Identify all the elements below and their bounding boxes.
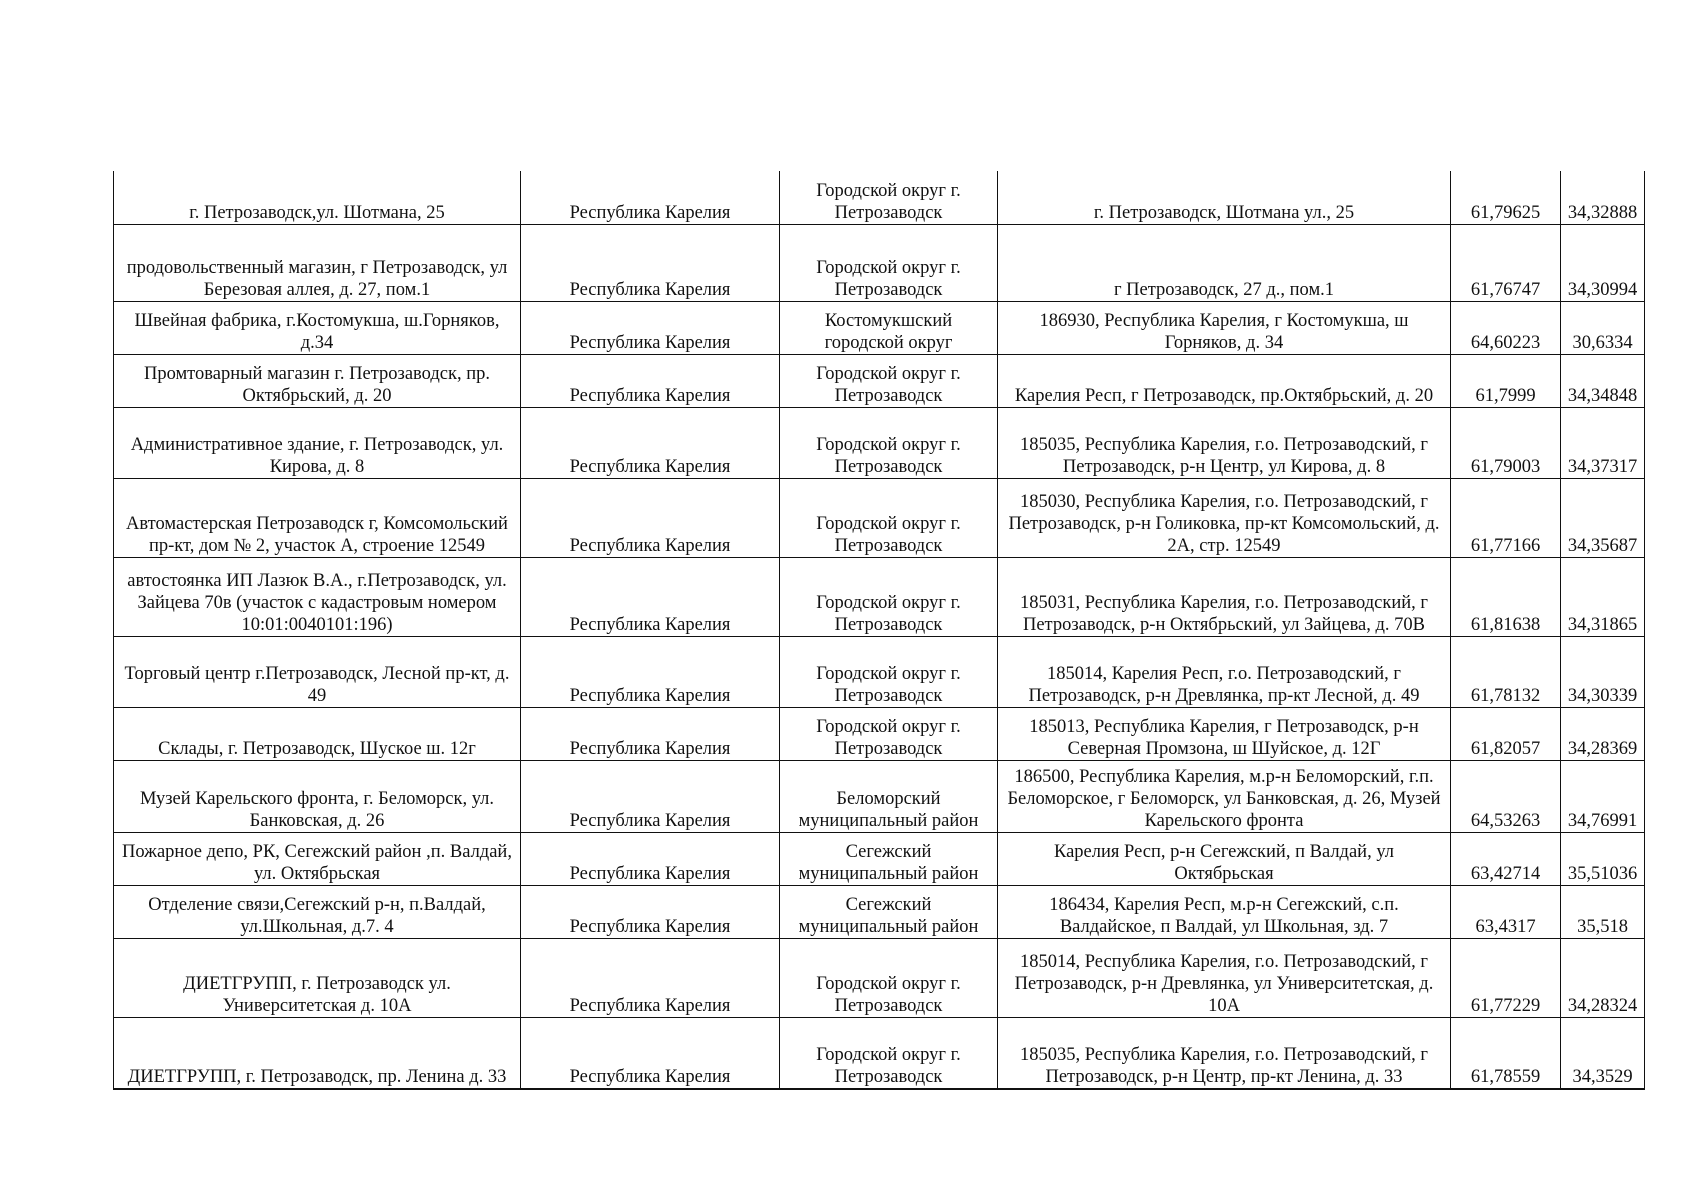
latitude-cell: 64,60223	[1451, 302, 1561, 355]
object-cell: Швейная фабрика, г.Костомукша, ш.Горняков, д.34	[114, 302, 521, 355]
region-cell: Республика Карелия	[521, 408, 780, 479]
object-cell: ДИЕТГРУПП, г. Петрозаводск, пр. Ленина д. 33	[114, 1018, 521, 1090]
municipality-cell: Городской округ г. Петрозаводск	[780, 408, 998, 479]
object-cell: продовольственный магазин, г Петрозаводск, ул Березовая аллея, д. 27, пом.1	[114, 225, 521, 302]
table-row	[114, 1018, 1645, 1090]
longitude-cell: 34,31865	[1561, 558, 1645, 637]
object-cell: Музей Карельского фронта, г. Беломорск, ул. Банковская, д. 26	[114, 761, 521, 833]
latitude-cell: 64,53263	[1451, 761, 1561, 833]
municipality-cell: Сегежский муниципальный район	[780, 886, 998, 939]
address-cell: Карелия Респ, р-н Сегежский, п Валдай, ул Октябрьская	[998, 833, 1451, 886]
longitude-cell: 35,518	[1561, 886, 1645, 939]
longitude-cell: 34,32888	[1561, 171, 1645, 225]
longitude-cell: 34,28369	[1561, 708, 1645, 761]
object-cell: Отделение связи,Сегежский р-н, п.Валдай, ул.Школьная, д.7. 4	[114, 886, 521, 939]
address-cell: Карелия Респ, г Петрозаводск, пр.Октябрьский, д. 20	[998, 355, 1451, 408]
longitude-cell: 34,30339	[1561, 637, 1645, 708]
table-row	[114, 479, 1645, 558]
municipality-cell: Городской округ г. Петрозаводск	[780, 171, 998, 225]
region-cell: Республика Карелия	[521, 637, 780, 708]
region-cell: Республика Карелия	[521, 355, 780, 408]
municipality-cell: Городской округ г. Петрозаводск	[780, 225, 998, 302]
municipality-cell: Костомукшский городской округ	[780, 302, 998, 355]
table-row	[114, 833, 1645, 886]
table-row	[114, 637, 1645, 708]
longitude-cell: 34,3529	[1561, 1018, 1645, 1090]
region-cell: Республика Карелия	[521, 558, 780, 637]
address-cell: 186500, Республика Карелия, м.р-н Беломорский, г.п. Беломорское, г Беломорск, ул Банковская, д. 26, Музей Карельского фронта	[998, 761, 1451, 833]
address-cell: 185030, Республика Карелия, г.о. Петрозаводский, г Петрозаводск, р-н Голиковка, пр-кт Комсомольский, д. 2А, стр. 12549	[998, 479, 1451, 558]
address-cell: 185014, Республика Карелия, г.о. Петрозаводский, г Петрозаводск, р-н Древлянка, ул Университетская, д. 10А	[998, 939, 1451, 1018]
address-cell: г. Петрозаводск, Шотмана ул., 25	[998, 171, 1451, 225]
table-row	[114, 408, 1645, 479]
object-cell: Административное здание, г. Петрозаводск, ул. Кирова, д. 8	[114, 408, 521, 479]
region-cell: Республика Карелия	[521, 479, 780, 558]
region-cell: Республика Карелия	[521, 302, 780, 355]
object-cell: Пожарное депо, РК, Сегежский район ,п. Валдай, ул. Октябрьская	[114, 833, 521, 886]
municipality-cell: Городской округ г. Петрозаводск	[780, 1018, 998, 1090]
municipality-cell: Городской округ г. Петрозаводск	[780, 355, 998, 408]
longitude-cell: 34,30994	[1561, 225, 1645, 302]
latitude-cell: 61,7999	[1451, 355, 1561, 408]
longitude-cell: 34,34848	[1561, 355, 1645, 408]
region-cell: Республика Карелия	[521, 1018, 780, 1090]
latitude-cell: 61,79003	[1451, 408, 1561, 479]
table-row	[114, 708, 1645, 761]
table-row	[114, 302, 1645, 355]
region-cell: Республика Карелия	[521, 708, 780, 761]
municipality-cell: Беломорский муниципальный район	[780, 761, 998, 833]
latitude-cell: 61,76747	[1451, 225, 1561, 302]
address-cell: 186930, Республика Карелия, г Костомукша, ш Горняков, д. 34	[998, 302, 1451, 355]
address-cell: 185013, Республика Карелия, г Петрозаводск, р-н Северная Промзона, ш Шуйское, д. 12Г	[998, 708, 1451, 761]
object-cell: автостоянка ИП Лазюк В.А., г.Петрозаводск, ул. Зайцева 70в (участок с кадастровым номером 10:01:0040101:196)	[114, 558, 521, 637]
address-cell: 185014, Карелия Респ, г.о. Петрозаводский, г Петрозаводск, р-н Древлянка, пр-кт Лесной, д. 49	[998, 637, 1451, 708]
object-cell: г. Петрозаводск,ул. Шотмана, 25	[114, 171, 521, 225]
region-cell: Республика Карелия	[521, 939, 780, 1018]
objects-table	[113, 171, 1645, 1090]
latitude-cell: 63,42714	[1451, 833, 1561, 886]
object-cell: Торговый центр г.Петрозаводск, Лесной пр-кт, д. 49	[114, 637, 521, 708]
latitude-cell: 61,77229	[1451, 939, 1561, 1018]
table-row	[114, 558, 1645, 637]
latitude-cell: 63,4317	[1451, 886, 1561, 939]
table-row	[114, 225, 1645, 302]
longitude-cell: 34,35687	[1561, 479, 1645, 558]
municipality-cell: Городской округ г. Петрозаводск	[780, 939, 998, 1018]
municipality-cell: Городской округ г. Петрозаводск	[780, 558, 998, 637]
region-cell: Республика Карелия	[521, 225, 780, 302]
municipality-cell: Городской округ г. Петрозаводск	[780, 479, 998, 558]
table-row	[114, 886, 1645, 939]
table-row	[114, 939, 1645, 1018]
object-cell: ДИЕТГРУПП, г. Петрозаводск ул. Университетская д. 10А	[114, 939, 521, 1018]
longitude-cell: 35,51036	[1561, 833, 1645, 886]
municipality-cell: Сегежский муниципальный район	[780, 833, 998, 886]
longitude-cell: 34,28324	[1561, 939, 1645, 1018]
region-cell: Республика Карелия	[521, 833, 780, 886]
table-row	[114, 761, 1645, 833]
object-cell: Склады, г. Петрозаводск, Шуское ш. 12г	[114, 708, 521, 761]
longitude-cell: 30,6334	[1561, 302, 1645, 355]
address-cell: 185031, Республика Карелия, г.о. Петрозаводский, г Петрозаводск, р-н Октябрьский, ул Зайцева, д. 70В	[998, 558, 1451, 637]
latitude-cell: 61,82057	[1451, 708, 1561, 761]
municipality-cell: Городской округ г. Петрозаводск	[780, 637, 998, 708]
object-cell: Промтоварный магазин г. Петрозаводск, пр. Октябрьский, д. 20	[114, 355, 521, 408]
latitude-cell: 61,78132	[1451, 637, 1561, 708]
latitude-cell: 61,81638	[1451, 558, 1561, 637]
municipality-cell: Городской округ г. Петрозаводск	[780, 708, 998, 761]
address-cell: 186434, Карелия Респ, м.р-н Сегежский, с.п. Валдайское, п Валдай, ул Школьная, зд. 7	[998, 886, 1451, 939]
address-cell: г Петрозаводск, 27 д., пом.1	[998, 225, 1451, 302]
object-cell: Автомастерская Петрозаводск г, Комсомольский пр-кт, дом № 2, участок А, строение 12549	[114, 479, 521, 558]
latitude-cell: 61,78559	[1451, 1018, 1561, 1090]
latitude-cell: 61,79625	[1451, 171, 1561, 225]
region-cell: Республика Карелия	[521, 886, 780, 939]
address-cell: 185035, Республика Карелия, г.о. Петрозаводский, г Петрозаводск, р-н Центр, пр-кт Ленина, д. 33	[998, 1018, 1451, 1090]
address-cell: 185035, Республика Карелия, г.о. Петрозаводский, г Петрозаводск, р-н Центр, ул Кирова, д. 8	[998, 408, 1451, 479]
region-cell: Республика Карелия	[521, 761, 780, 833]
longitude-cell: 34,76991	[1561, 761, 1645, 833]
table-row	[114, 355, 1645, 408]
latitude-cell: 61,77166	[1451, 479, 1561, 558]
table-row	[114, 171, 1645, 225]
region-cell: Республика Карелия	[521, 171, 780, 225]
longitude-cell: 34,37317	[1561, 408, 1645, 479]
